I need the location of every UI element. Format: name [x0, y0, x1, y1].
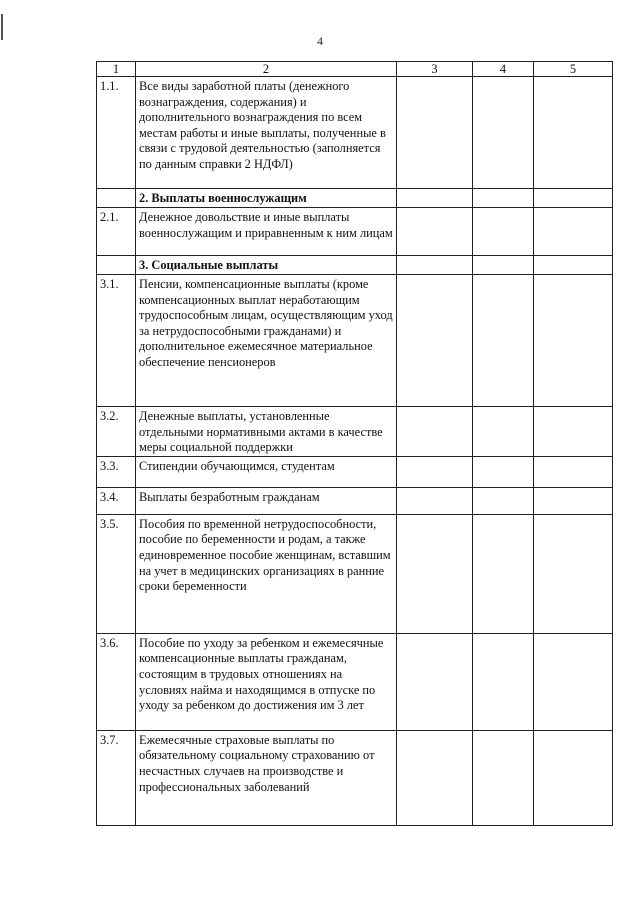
- description-cell: Пособие по уходу за ребенком и ежемесячные компенсационные выплаты гражданам, состоящим в трудовых отношениях на условиях найма и находящимся в отпуске по уходу за ребенком до достижения им 3 лет: [136, 633, 397, 730]
- row-number-cell: [97, 189, 136, 208]
- value-cell-3: [397, 208, 473, 256]
- table-row: [97, 633, 613, 730]
- value-cell-4: [473, 189, 534, 208]
- table-row: [97, 456, 613, 487]
- row-number-cell: 2.1.: [97, 208, 136, 256]
- value-cell-4: [473, 456, 534, 487]
- value-cell-4: [473, 256, 534, 275]
- value-cell-3: [397, 256, 473, 275]
- row-number-cell: 3.4.: [97, 487, 136, 514]
- row-number-cell: 3.1.: [97, 275, 136, 407]
- value-cell-4: [473, 208, 534, 256]
- value-cell-4: [473, 633, 534, 730]
- value-cell-4: [473, 407, 534, 457]
- header-cell-3: 3: [397, 62, 473, 77]
- value-cell-5: [534, 730, 613, 825]
- value-cell-3: [397, 487, 473, 514]
- row-number-cell: 1.1.: [97, 77, 136, 189]
- row-number-cell: 3.3.: [97, 456, 136, 487]
- value-cell-4: [473, 730, 534, 825]
- header-cell-2: 2: [136, 62, 397, 77]
- value-cell-3: [397, 77, 473, 189]
- value-cell-3: [397, 633, 473, 730]
- description-cell: Пенсии, компенсационные выплаты (кроме компенсационных выплат неработающим трудоспособным лицам, осуществляющим уход за нетрудоспособными гражданами) и дополнительное ежемесячное материальное обеспечение пенсионеров: [136, 275, 397, 407]
- value-cell-5: [534, 208, 613, 256]
- description-cell: Пособия по временной нетрудоспособности, пособие по беременности и родам, а также единовременное пособие женщинам, вставшим на учет в медицинских организациях в ранние сроки беременности: [136, 514, 397, 633]
- description-cell: Денежное довольствие и иные выплаты военнослужащим и приравненным к ним лицам: [136, 208, 397, 256]
- value-cell-5: [534, 407, 613, 457]
- value-cell-5: [534, 633, 613, 730]
- income-table: [96, 61, 613, 826]
- row-number-cell: 3.7.: [97, 730, 136, 825]
- value-cell-5: [534, 77, 613, 189]
- description-cell: Выплаты безработным гражданам: [136, 487, 397, 514]
- value-cell-5: [534, 256, 613, 275]
- page-number: 4: [317, 34, 323, 48]
- description-cell: Денежные выплаты, установленные отдельными нормативными актами в качестве меры социальной поддержки: [136, 407, 397, 457]
- value-cell-5: [534, 189, 613, 208]
- description-cell: Ежемесячные страховые выплаты по обязательному социальному страхованию от несчастных случаев на производстве и профессиональных заболеваний: [136, 730, 397, 825]
- value-cell-4: [473, 514, 534, 633]
- value-cell-5: [534, 487, 613, 514]
- value-cell-5: [534, 456, 613, 487]
- row-number-cell: 3.2.: [97, 407, 136, 457]
- table-row: [97, 514, 613, 633]
- value-cell-3: [397, 275, 473, 407]
- value-cell-5: [534, 275, 613, 407]
- row-number-cell: [97, 256, 136, 275]
- table-row: [97, 275, 613, 407]
- table-header-row: [97, 62, 613, 77]
- value-cell-4: [473, 275, 534, 407]
- table-row: [97, 208, 613, 256]
- row-number-cell: 3.6.: [97, 633, 136, 730]
- row-number-cell: 3.5.: [97, 514, 136, 633]
- description-cell: Стипендии обучающимся, студентам: [136, 456, 397, 487]
- header-cell-1: 1: [97, 62, 136, 77]
- value-cell-4: [473, 487, 534, 514]
- value-cell-3: [397, 189, 473, 208]
- value-cell-4: [473, 77, 534, 189]
- value-cell-3: [397, 514, 473, 633]
- section-title-cell: 2. Выплаты военнослужащим: [136, 189, 397, 208]
- table-row: [97, 730, 613, 825]
- table-row: [97, 407, 613, 457]
- table-row: [97, 487, 613, 514]
- value-cell-3: [397, 407, 473, 457]
- description-cell: Все виды заработной платы (денежного вознаграждения, содержания) и дополнительного вознаграждения по всем местам работы и иные выплаты, полученные в связи с трудовой деятельностью (заполняется по данным справки 2 НДФЛ): [136, 77, 397, 189]
- section-title-cell: 3. Социальные выплаты: [136, 256, 397, 275]
- table-row: [97, 77, 613, 189]
- value-cell-5: [534, 514, 613, 633]
- value-cell-3: [397, 730, 473, 825]
- value-cell-3: [397, 456, 473, 487]
- section-row: [97, 256, 613, 275]
- section-row: [97, 189, 613, 208]
- header-cell-5: 5: [534, 62, 613, 77]
- table-body: [97, 62, 613, 826]
- header-cell-4: 4: [473, 62, 534, 77]
